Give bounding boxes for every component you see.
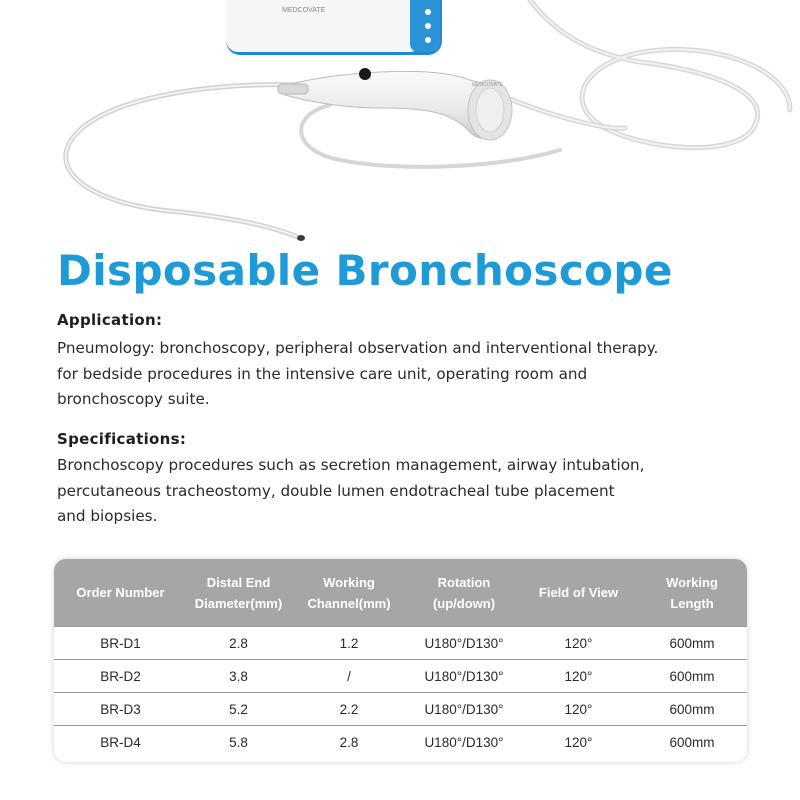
cell-working-channel: 2.8 [339, 734, 359, 750]
cell-rotation: U180°/D130° [424, 734, 504, 750]
cell-working-length: 600mm [669, 701, 715, 717]
page-title: Disposable Bronchoscope [57, 246, 673, 295]
header-order-number: Order Number [76, 585, 165, 600]
cell-rotation: U180°/D130° [424, 635, 504, 651]
cell-working-length: 600mm [669, 734, 715, 750]
header-rotation: Rotation (up/down) [432, 574, 496, 611]
cell-working-length: 600mm [669, 668, 715, 684]
application-line: for bedside procedures in the intensive care unit, operating room and [57, 365, 588, 383]
cell-distal-end-diameter: 3.8 [229, 668, 248, 684]
cell-working-channel: 2.2 [339, 701, 359, 717]
cell-order-number: BR-D4 [100, 734, 141, 750]
specifications-heading: Specifications: [57, 430, 187, 448]
cell-order-number: BR-D3 [100, 701, 141, 717]
spec-table [54, 559, 747, 762]
header-field-of-view: Field of View [538, 585, 619, 600]
cell-distal-end-diameter: 2.8 [229, 635, 248, 651]
application-line: Pneumology: bronchoscopy, peripheral observation and interventional therapy. [57, 339, 659, 357]
table-row [54, 659, 747, 693]
cell-distal-end-diameter: 5.2 [229, 701, 248, 717]
cell-order-number: BR-D1 [100, 635, 141, 651]
cell-rotation: U180°/D130° [424, 701, 504, 717]
application-heading: Application: [57, 311, 163, 329]
monitor-image [226, 0, 442, 55]
bronchoscope-device-image [0, 0, 800, 250]
cell-rotation: U180°/D130° [424, 668, 504, 684]
cell-working-channel: / [347, 668, 351, 684]
specifications-line: and biopsies. [57, 507, 158, 525]
cell-field-of-view: 120° [564, 734, 593, 750]
application-line: bronchoscopy suite. [57, 390, 210, 408]
header-distal-end-diameter: Distal End Diameter(mm) [194, 574, 283, 611]
table-header [54, 559, 747, 626]
handle-brand-text: MEDCOVATE [472, 82, 503, 88]
header-working-length: Working Length [666, 574, 718, 611]
cell-field-of-view: 120° [564, 635, 593, 651]
cell-working-length: 600mm [669, 635, 715, 651]
specifications-line: Bronchoscopy procedures such as secretion management, airway intubation, [57, 456, 645, 474]
cell-distal-end-diameter: 5.8 [229, 734, 248, 750]
cell-working-channel: 1.2 [339, 635, 359, 651]
table-row [54, 626, 747, 660]
cell-order-number: BR-D2 [100, 668, 141, 684]
table-row [54, 692, 747, 726]
cell-field-of-view: 120° [564, 668, 593, 684]
monitor-brand-text: MEDCOVATE [282, 7, 326, 14]
table-row [54, 725, 747, 759]
cell-field-of-view: 120° [564, 701, 593, 717]
header-working-channel: Working Channel(mm) [307, 574, 391, 611]
specifications-line: percutaneous tracheostomy, double lumen endotracheal tube placement [57, 482, 615, 500]
